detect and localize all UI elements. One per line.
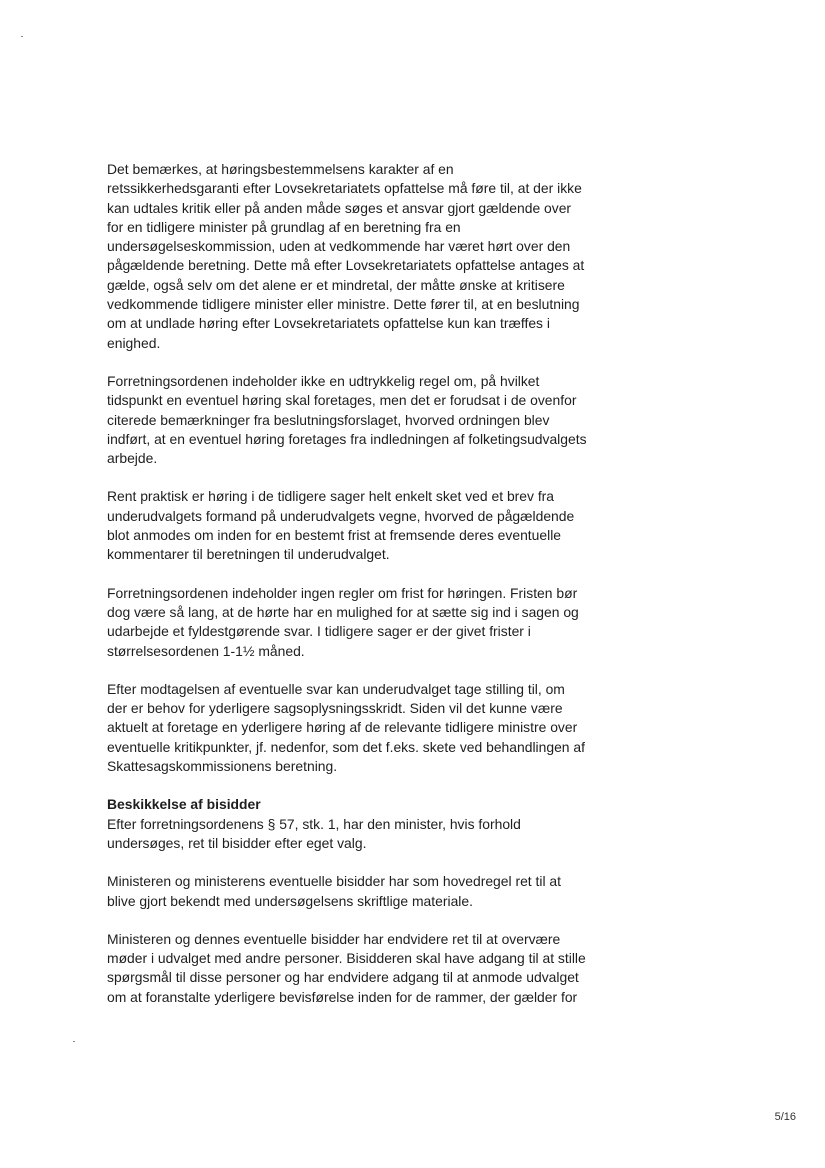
page-number: 5/16 bbox=[774, 1111, 796, 1123]
text-line: der er behov for yderligere sagsoplysningsskridt. Siden vil det kunne være bbox=[107, 700, 563, 717]
text-line: om at foranstalte yderligere bevisførelse inden for de rammer, der gælder for bbox=[107, 988, 578, 1005]
text-line: eventuelle kritikpunkter, jf. nedenfor, som det f.eks. skete ved behandlingen af bbox=[107, 738, 585, 755]
text-line: retssikkerhedsgaranti efter Lovsekretariatets opfattelse må føre til, at der ikke bbox=[107, 180, 582, 197]
text-line: størrelsesordenen 1-1½ måned. bbox=[107, 642, 305, 659]
text-line: indført, at en eventuel høring foretages fra indledningen af folketingsudvalgets bbox=[107, 430, 587, 447]
text-line: tidspunkt en eventuel høring skal foretages, men det er forudsat i de ovenfor bbox=[107, 392, 577, 409]
paragraph-hoering-tidspunkt bbox=[107, 372, 807, 468]
text-line: Ministeren og ministerens eventuelle bisidder har som hovedregel ret til at bbox=[107, 873, 561, 890]
text-line: for en tidligere minister på grundlag af en beretning fra en bbox=[107, 218, 461, 235]
paragraph-bisidder-moeder bbox=[107, 930, 807, 1007]
paragraph-praktisk-hoering bbox=[107, 487, 807, 564]
paragraph-efter-modtagelsen bbox=[107, 680, 807, 776]
paragraph-bisidder-ret bbox=[107, 815, 807, 854]
text-line: kommentarer til beretningen til underudvalget. bbox=[107, 546, 390, 563]
text-line: undersøges, ret til bisidder efter eget valg. bbox=[107, 834, 367, 851]
text-line: Ministeren og dennes eventuelle bisidder har endvidere ret til at overvære bbox=[107, 930, 561, 947]
text-line: citerede bemærkninger fra beslutningsforslaget, hvorved ordningen blev bbox=[107, 411, 550, 428]
text-line: arbejde. bbox=[107, 450, 158, 467]
paragraph-hoering-retssikkerhed bbox=[107, 160, 807, 353]
text-line: underudvalgets formand på underudvalgets vegne, hvorved de pågældende bbox=[107, 507, 575, 524]
document-body bbox=[107, 160, 807, 1026]
text-line: Skattesagskommissionens beretning. bbox=[107, 758, 338, 775]
text-line: kan udtales kritik eller på anden måde søges et ansvar gjort gældende over bbox=[107, 199, 572, 216]
text-line: udarbejde et fyldestgørende svar. I tidligere sager er der givet frister i bbox=[107, 623, 531, 640]
text-line: blot anmodes om inden for en bestemt frist at fremsende deres eventuelle bbox=[107, 527, 562, 544]
text-line: aktuelt at foretage en yderligere høring af de relevante tidligere ministre over bbox=[107, 719, 578, 736]
text-line: om at undlade høring efter Lovsekretariatets opfattelse kun kan træffes i bbox=[107, 315, 550, 332]
scan-speck bbox=[21, 36, 23, 37]
text-line: enighed. bbox=[107, 334, 161, 351]
scan-speck bbox=[73, 1041, 75, 1042]
text-line: spørgsmål til disse personer og har endvidere adgang til at anmode udvalget bbox=[107, 969, 579, 986]
section-heading: Beskikkelse af bisidder bbox=[107, 796, 261, 813]
text-line: vedkommende tidligere minister eller ministre. Dette fører til, at en beslutning bbox=[107, 296, 580, 313]
text-line: gælde, også selv om det alene er et mindretal, der måtte ønske at kritisere bbox=[107, 276, 565, 293]
text-line: møder i udvalget med andre personer. Bisidderen skal have adgang til at stille bbox=[107, 950, 586, 967]
text-line: pågældende beretning. Dette må efter Lovsekretariatets opfattelse antages at bbox=[107, 257, 585, 274]
text-line: dog være så lang, at de hørte har en mulighed for at sætte sig ind i sagen og bbox=[107, 603, 579, 620]
text-line: Forretningsordenen indeholder ikke en udtrykkelig regel om, på hvilket bbox=[107, 372, 540, 389]
paragraph-frist bbox=[107, 584, 807, 661]
text-line: Efter modtagelsen af eventuelle svar kan underudvalget tage stilling til, om bbox=[107, 680, 565, 697]
text-line: undersøgelseskommission, uden at vedkommende har været hørt over den bbox=[107, 238, 571, 255]
text-line: Det bemærkes, at høringsbestemmelsens karakter af en bbox=[107, 161, 454, 177]
text-line: Forretningsordenen indeholder ingen regler om frist for høringen. Fristen bør bbox=[107, 584, 578, 601]
text-line: blive gjort bekendt med undersøgelsens skriftlige materiale. bbox=[107, 892, 473, 909]
text-line: Efter forretningsordenens § 57, stk. 1, har den minister, hvis forhold bbox=[107, 815, 521, 832]
paragraph-bisidder-materiale bbox=[107, 872, 807, 911]
text-line: Rent praktisk er høring i de tidligere sager helt enkelt sket ved et brev fra bbox=[107, 488, 555, 505]
